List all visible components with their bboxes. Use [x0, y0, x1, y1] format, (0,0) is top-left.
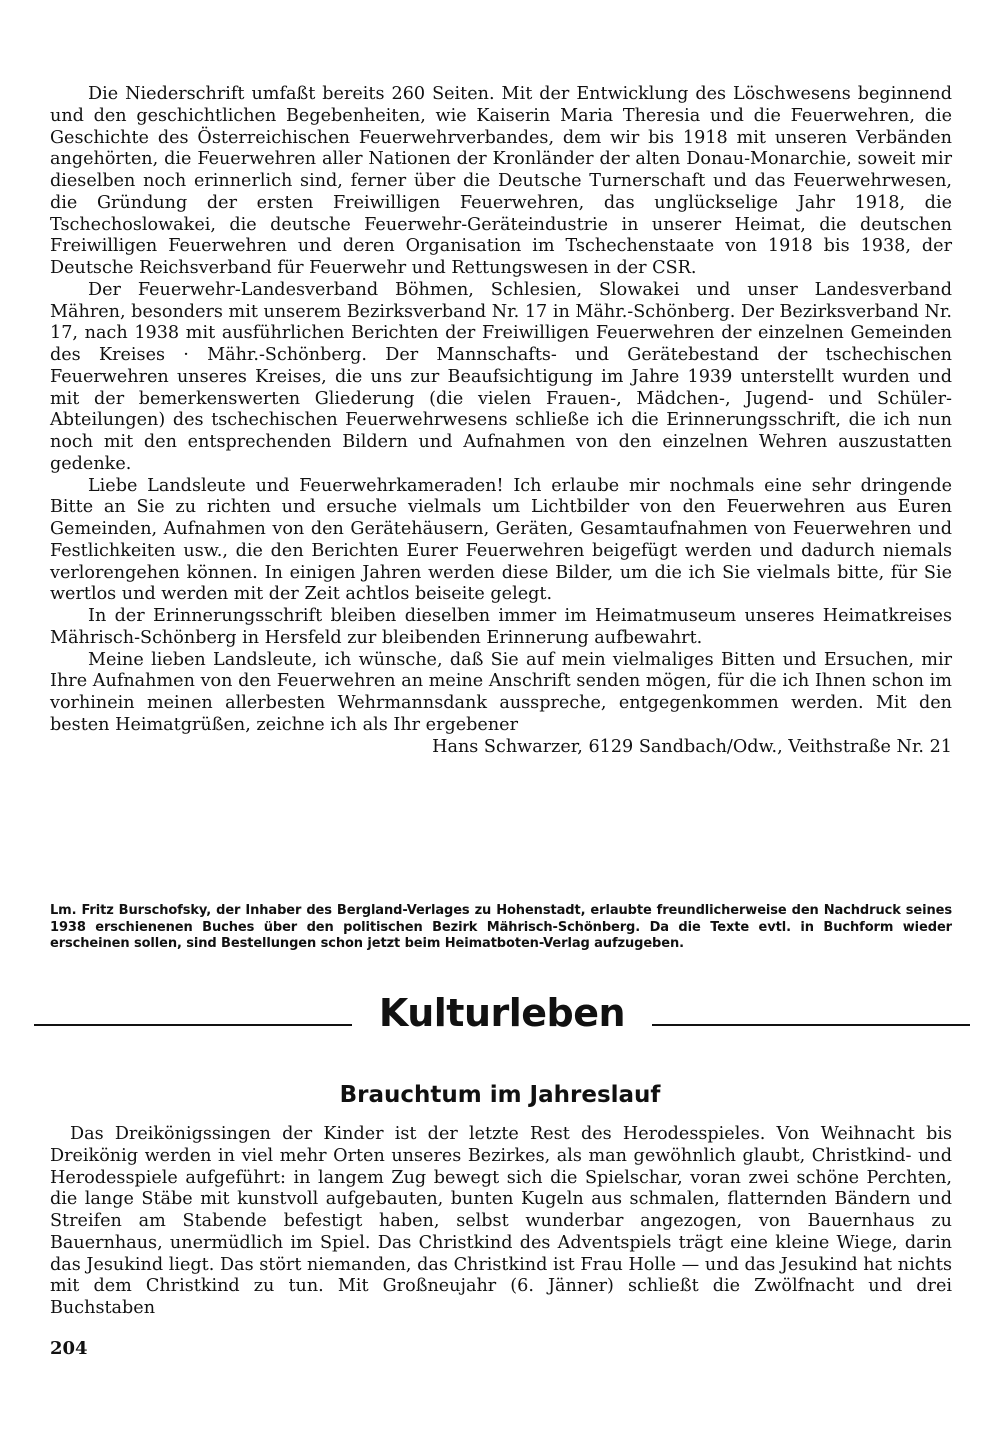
- letter-paragraph: Der Feuerwehr-Landesverband Böhmen, Schlesien, Slowakei und unser Landesverband Mähren, besonders mit unserem Bezirksverband Nr. 17 in Mähr.-Schönberg. Der Bezirksverband Nr. 17, nach 1938 mit ausführlichen Berichten der Freiwilligen Feuerwehren der einzelnen Gemeinden des Kreises · Mähr.-Schönberg. Der Mannschafts- und Gerätebestand der tschechischen Feuerwehren unseres Kreises, die uns zur Beaufsichtigung im Jahre 1939 unterstellt wurden und mit der bemerkenswerten Gliederung (die vielen Frauen-, Mädchen-, Jugend- und Schüler-Abteilungen) des tschechischen Feuerwehrwesens schließe ich die Erinnerungsschrift, die ich nun noch mit den entsprechenden Bildern und Aufnahmen von den einzelnen Wehren auszustatten gedenke.: [50, 279, 952, 474]
- publisher-note-text: Lm. Fritz Burschofsky, der Inhaber des Bergland-Verlages zu Hohenstadt, erlaubte freundlicherweise den Nachdruck seines 1938 erschienenen Buches über den politischen Bezirk Mährisch-Schönberg. Da die Texte evtl. in Buchform wieder erscheinen sollen, sind Bestellungen schon jetzt beim Heimatboten-Verlag aufzugeben.: [50, 903, 952, 951]
- section-header: [34, 988, 970, 1048]
- publisher-note: [50, 903, 952, 953]
- article-title: Brauchtum im Jahreslauf: [339, 1082, 661, 1108]
- article-paragraph: Das Dreikönigssingen der Kinder ist der letzte Rest des Herodesspieles. Von Weihnacht bis Dreikönig werden in viel mehr Orten unseres Bezirkes, als man gewöhnlich glaubt, Christkind- und Herodesspiele aufgeführt: in langem Zug bewegt sich die Spielschar, voran zwei schöne Perchten, die lange Stäbe mit kunstvoll aufgebauten, bunten Kugeln aus schmalen, flatternden Bändern und Streifen am Stabende befestigt haben, selbst wunderbar angezogen, von Bauernhaus zu Bauernhaus, unermüdlich im Spiel. Das Christkind des Adventspiels trägt eine kleine Wiege, darin das Jesukind liegt. Das stört niemanden, das Christkind ist Frau Holle — und das Jesukind hat nichts mit dem Christkind zu tun. Mit Großneujahr (6. Jänner) schließt die Zwölfnacht und drei Buchstaben: [50, 1124, 952, 1318]
- letter-paragraph: In der Erinnerungsschrift bleiben dieselben immer im Heimatmuseum unseres Heimatkreises Mährisch-Schönberg in Hersfeld zur bleibenden Erinnerung aufbewahrt.: [50, 606, 952, 648]
- letter-paragraph: Die Niederschrift umfaßt bereits 260 Seiten. Mit der Entwicklung des Löschwesens beginnend und den geschichtlichen Begebenheiten, wie Kaiserin Maria Theresia und die Feuerwehren, die Geschichte des Österreichischen Feuerwehrverbandes, dem wir bis 1918 mit unseren Verbänden angehörten, die Feuerwehren aller Nationen der Kronländer der alten Donau-Monarchie, soweit mir dieselben noch erinnerlich sind, ferner über die Deutsche Turnerschaft und das Feuerwehrwesen, die Gründung der ersten Freiwilligen Feuerwehren, das unglückselige Jahr 1918, die Tschechoslowakei, die deutsche Feuerwehr-Geräteindustrie in unserer Heimat, die deutschen Freiwilligen Feuerwehren und deren Organisation im Tschechenstaate von 1918 bis 1938, der Deutsche Reichsverband für Feuerwehr und Rettungswesen in der CSR.: [50, 84, 952, 278]
- letter-paragraph: Liebe Landsleute und Feuerwehrkameraden! Ich erlaube mir nochmals eine sehr dringende Bitte an Sie zu richten und ersuche vielmals um Lichtbilder von den Feuerwehren aus Euren Gemeinden, Aufnahmen von den Gerätehäusern, Geräten, Gesamtaufnahmen von Feuerwehren und Festlichkeiten usw., die den Berichten Eurer Feuerwehren beigefügt werden und dadurch niemals verlorengehen können. In einigen Jahren werden diese Bilder, um die ich Sie vielmals bitte, für Sie wertlos und werden mit der Zeit achtlos beiseite gelegt.: [50, 475, 952, 605]
- section-title: Kulturleben: [378, 991, 626, 1035]
- article-body: [50, 1124, 952, 1320]
- page-number: 204: [50, 1338, 88, 1359]
- letter-paragraph: Meine lieben Landsleute, ich wünsche, daß Sie auf mein vielmaliges Bitten und Ersuchen, mir Ihre Aufnahmen von den Feuerwehren an meine Anschrift senden mögen, für die ich Ihnen schon im vorhinein meinen allerbesten Wehrmannsdank ausspreche, entgegenkommen werden. Mit den besten Heimatgrüßen, zeichne ich als Ihr ergebener: [50, 649, 952, 735]
- letter-body: [50, 84, 952, 758]
- section-rule-left: [34, 1024, 352, 1026]
- letter-signature: Hans Schwarzer, 6129 Sandbach/Odw., Veithstraße Nr. 21: [432, 736, 952, 757]
- section-rule-right: [652, 1024, 970, 1026]
